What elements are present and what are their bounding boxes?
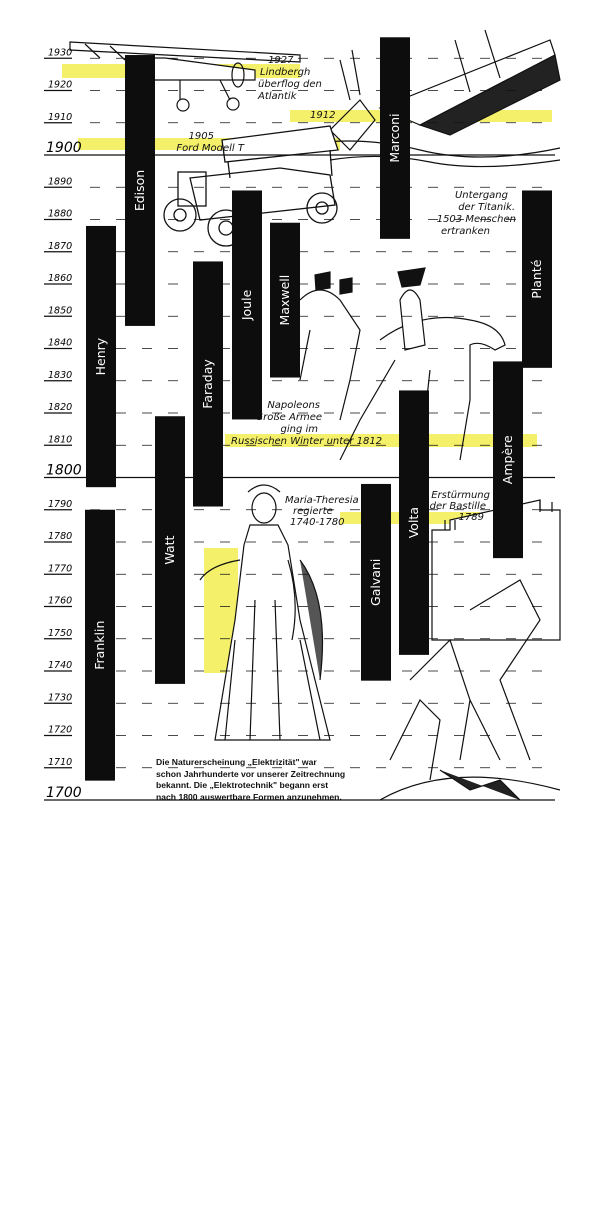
scientist-bar-ampère bbox=[493, 361, 523, 558]
axis-label: 1780 bbox=[48, 531, 73, 542]
caption-line: nach 1800 auswertbare Formen anzunehmen. bbox=[156, 791, 342, 802]
axis-label: 1730 bbox=[48, 692, 73, 704]
event-label-line: Untergang bbox=[454, 190, 508, 201]
scientist-bar-henry bbox=[86, 226, 116, 487]
scientist-name: Ampère bbox=[500, 435, 515, 485]
event-label-line: Große Armee bbox=[255, 412, 322, 423]
axis-label: 1720 bbox=[48, 724, 73, 736]
event-label-line: der Bastille bbox=[429, 501, 486, 512]
scientist-bar-joule bbox=[232, 190, 262, 419]
caption-line: bekannt. Die „Elektrotechnik" begann erst bbox=[156, 780, 329, 790]
event-label-line: Erstürmung bbox=[431, 490, 490, 501]
event-label-line: 1789 bbox=[458, 512, 484, 523]
event-label-line: 1503 Menschen bbox=[436, 214, 516, 225]
caption-line: Die Naturerscheinung „Elektrizität" war bbox=[156, 757, 317, 767]
caption-line: schon Jahrhunderte vor unserer Zeitrechnung bbox=[156, 768, 346, 779]
axis-label: 1750 bbox=[48, 627, 73, 639]
axis-label: 1830 bbox=[48, 369, 73, 381]
axis-major-label: 1900 bbox=[46, 140, 82, 156]
scientist-name: Faraday bbox=[200, 359, 215, 409]
event-label-line: Lindbergh bbox=[260, 67, 311, 78]
axis-label: 1760 bbox=[48, 595, 73, 607]
axis-label: 1880 bbox=[48, 208, 73, 220]
axis-label: 1890 bbox=[48, 176, 73, 188]
scientist-bar-volta bbox=[399, 390, 429, 654]
event-lindbergh bbox=[257, 55, 322, 102]
event-label-line: 1912 bbox=[310, 110, 336, 121]
event-label-line: Atlantik bbox=[258, 91, 297, 102]
axis-label: 1850 bbox=[48, 305, 73, 317]
scientist-name: Marconi bbox=[387, 113, 402, 163]
event-label-line: regierte bbox=[293, 506, 333, 517]
scientist-name: Volta bbox=[406, 507, 421, 539]
scientist-bar-watt bbox=[155, 416, 185, 684]
scientist-name: Maxwell bbox=[277, 274, 292, 326]
axis-label: 1820 bbox=[48, 402, 73, 413]
event-label-line: Russischen Winter unter 1812 bbox=[231, 436, 383, 447]
event-label-line: Maria-Theresia bbox=[285, 495, 359, 506]
event-label-line: Ford Modell T bbox=[176, 143, 244, 154]
event-label-line: 1740-1780 bbox=[290, 517, 345, 528]
scientist-bar-edison bbox=[125, 55, 155, 326]
axis-major-label: 1700 bbox=[46, 785, 82, 801]
axis-label: 1860 bbox=[48, 273, 73, 284]
event-label-line: überflog den bbox=[258, 79, 322, 90]
event-label-line: der Titanik. bbox=[458, 202, 515, 213]
scientist-name: Joule bbox=[239, 289, 254, 321]
axis-label: 1810 bbox=[48, 434, 73, 446]
scientist-name: Planté bbox=[529, 259, 544, 299]
event-label-line: ertranken bbox=[440, 226, 490, 237]
event-label-line: 1905 bbox=[188, 131, 214, 142]
scientist-name: Edison bbox=[132, 169, 147, 212]
event-titanic bbox=[437, 190, 516, 237]
axis-label: 1840 bbox=[48, 337, 73, 349]
event-titanic-year bbox=[310, 110, 335, 121]
axis-label: 1740 bbox=[48, 660, 73, 671]
axis-label: 1930 bbox=[48, 47, 73, 59]
event-ford bbox=[176, 131, 244, 154]
scientist-name: Galvani bbox=[368, 558, 383, 606]
scientist-bar-galvani bbox=[361, 484, 391, 681]
axis-label: 1910 bbox=[48, 111, 73, 123]
event-label-line: 1927 bbox=[268, 55, 294, 66]
axis-label: 1870 bbox=[48, 240, 73, 252]
scientist-name: Watt bbox=[162, 535, 177, 565]
scientist-bar-marconi bbox=[380, 37, 410, 239]
event-label-line: ging im bbox=[280, 424, 318, 435]
axis-label: 1790 bbox=[48, 498, 73, 510]
axis-label: 1770 bbox=[48, 563, 73, 575]
scientist-bar-faraday bbox=[193, 261, 223, 506]
scientist-bar-franklin bbox=[85, 510, 115, 781]
axis-major-label: 1800 bbox=[46, 462, 82, 479]
event-label-line: Napoleons bbox=[267, 400, 320, 411]
axis-label: 1920 bbox=[48, 79, 73, 91]
scientist-bar-planté bbox=[522, 190, 552, 367]
scientist-name: Franklin bbox=[92, 620, 107, 670]
scientist-name: Henry bbox=[93, 337, 108, 376]
scientist-bar-maxwell bbox=[270, 223, 300, 378]
axis-label: 1710 bbox=[48, 756, 73, 768]
caption bbox=[156, 757, 374, 803]
